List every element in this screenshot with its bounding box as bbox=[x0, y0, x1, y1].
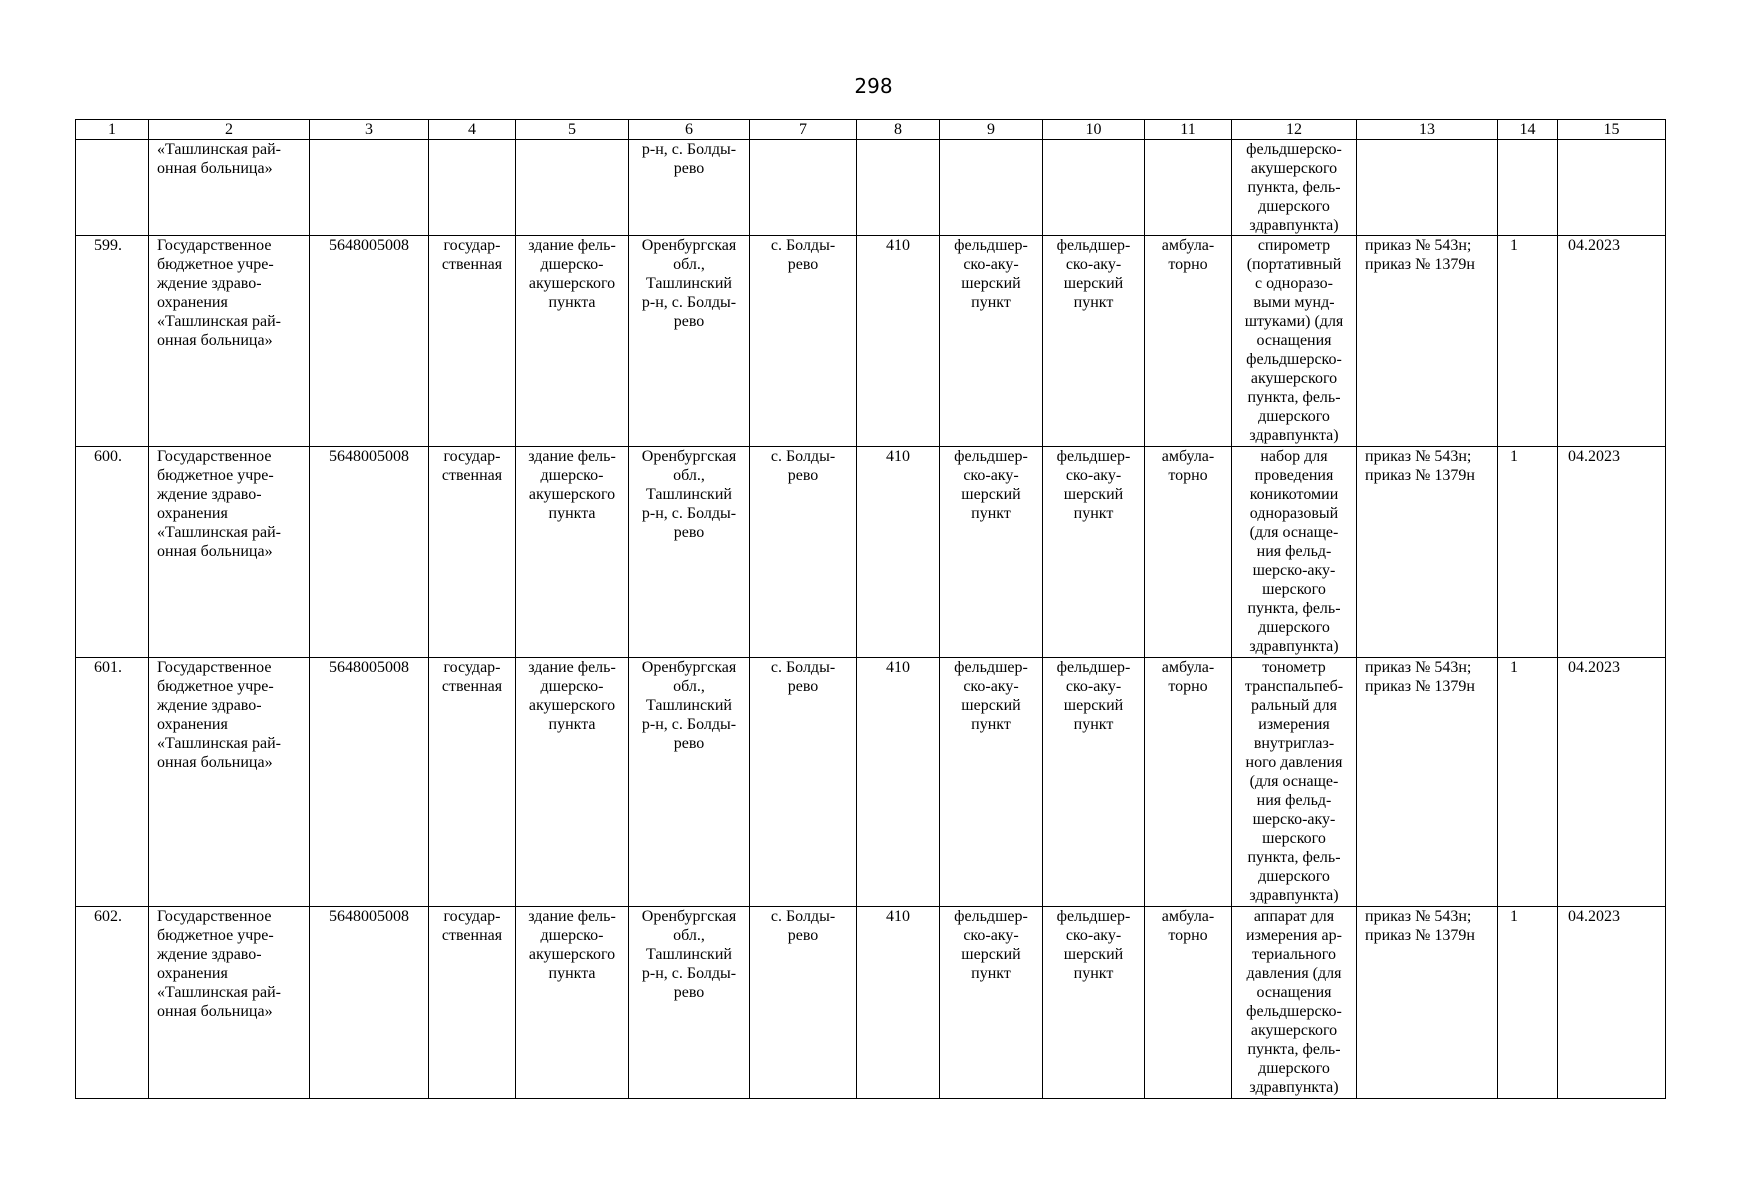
table-row bbox=[76, 447, 1666, 658]
cell-care-form: амбула- торно bbox=[1145, 658, 1232, 907]
cell-ownership: государ- ственная bbox=[429, 236, 516, 447]
cell-address: р-н, с. Болды- рево bbox=[629, 140, 750, 236]
column-header: 12 bbox=[1232, 120, 1357, 140]
cell-settlement: с. Болды- рево bbox=[750, 447, 857, 658]
cell-order: приказ № 543н; приказ № 1379н bbox=[1357, 447, 1498, 658]
cell-num: 600. bbox=[76, 447, 149, 658]
cell-unit-type: фельдшер- ско-аку- шерский пункт bbox=[940, 658, 1043, 907]
column-header: 1 bbox=[76, 120, 149, 140]
cell-num: 601. bbox=[76, 658, 149, 907]
cell-organization: Государственное бюджетное учре- ждение здраво- охранения «Ташлинская рай- онная больница» bbox=[149, 447, 310, 658]
cell-unit-type: фельдшер- ско-аку- шерский пункт bbox=[940, 236, 1043, 447]
cell-care-form: амбула- торно bbox=[1145, 447, 1232, 658]
cell-qty: 1 bbox=[1498, 907, 1558, 1099]
cell-organization: «Ташлинская рай- онная больница» bbox=[149, 140, 310, 236]
cell-code: 410 bbox=[857, 658, 940, 907]
cell-code: 410 bbox=[857, 447, 940, 658]
cell-inn: 5648005008 bbox=[310, 447, 429, 658]
column-header: 5 bbox=[516, 120, 629, 140]
cell-settlement: с. Болды- рево bbox=[750, 658, 857, 907]
cell-unit-name: фельдшер- ско-аку- шерский пункт bbox=[1043, 907, 1145, 1099]
cell-qty: 1 bbox=[1498, 658, 1558, 907]
cell-settlement: с. Болды- рево bbox=[750, 236, 857, 447]
cell-address: Оренбургская обл., Ташлинский р-н, с. Болды- рево bbox=[629, 447, 750, 658]
cell-code: 410 bbox=[857, 907, 940, 1099]
column-header: 13 bbox=[1357, 120, 1498, 140]
cell-code: 410 bbox=[857, 236, 940, 447]
cell-equipment: фельдшерско- акушерского пункта, фель- дшерского здравпункта) bbox=[1232, 140, 1357, 236]
table-row bbox=[76, 907, 1666, 1099]
cell-ownership bbox=[429, 140, 516, 236]
cell-date: 04.2023 bbox=[1558, 658, 1666, 907]
cell-care-form: амбула- торно bbox=[1145, 236, 1232, 447]
cell-building: здание фель- дшерско- акушерского пункта bbox=[516, 447, 629, 658]
cell-care-form: амбула- торно bbox=[1145, 907, 1232, 1099]
cell-address: Оренбургская обл., Ташлинский р-н, с. Болды- рево bbox=[629, 658, 750, 907]
cell-inn: 5648005008 bbox=[310, 236, 429, 447]
cell-order bbox=[1357, 140, 1498, 236]
column-header: 11 bbox=[1145, 120, 1232, 140]
cell-equipment: аппарат для измерения ар- териального давления (для оснащения фельдшерско- акушерского пункта, фель- дшерского здравпункта) bbox=[1232, 907, 1357, 1099]
cell-address: Оренбургская обл., Ташлинский р-н, с. Болды- рево bbox=[629, 907, 750, 1099]
column-number-row bbox=[76, 120, 1666, 140]
cell-building: здание фель- дшерско- акушерского пункта bbox=[516, 907, 629, 1099]
cell-qty: 1 bbox=[1498, 447, 1558, 658]
cell-building bbox=[516, 140, 629, 236]
column-header: 14 bbox=[1498, 120, 1558, 140]
table-row bbox=[76, 658, 1666, 907]
cell-unit-name: фельдшер- ско-аку- шерский пункт bbox=[1043, 236, 1145, 447]
table-row-continuation bbox=[76, 140, 1666, 236]
cell-inn bbox=[310, 140, 429, 236]
cell-unit-type: фельдшер- ско-аку- шерский пункт bbox=[940, 907, 1043, 1099]
cell-date: 04.2023 bbox=[1558, 236, 1666, 447]
cell-organization: Государственное бюджетное учре- ждение здраво- охранения «Ташлинская рай- онная больница» bbox=[149, 236, 310, 447]
cell-order: приказ № 543н; приказ № 1379н bbox=[1357, 907, 1498, 1099]
page-number: 298 bbox=[854, 74, 893, 98]
column-header: 9 bbox=[940, 120, 1043, 140]
cell-building: здание фель- дшерско- акушерского пункта bbox=[516, 658, 629, 907]
registry-table bbox=[75, 119, 1666, 1099]
cell-unit-name bbox=[1043, 140, 1145, 236]
cell-order: приказ № 543н; приказ № 1379н bbox=[1357, 236, 1498, 447]
cell-unit-name: фельдшер- ско-аку- шерский пункт bbox=[1043, 658, 1145, 907]
cell-organization: Государственное бюджетное учре- ждение здраво- охранения «Ташлинская рай- онная больница» bbox=[149, 658, 310, 907]
column-header: 2 bbox=[149, 120, 310, 140]
column-header: 7 bbox=[750, 120, 857, 140]
cell-code bbox=[857, 140, 940, 236]
cell-equipment: набор для проведения коникотомии одноразовый (для оснаще- ния фельд- шерско-аку- шерского пункта, фель- дшерского здравпункта) bbox=[1232, 447, 1357, 658]
cell-qty: 1 bbox=[1498, 236, 1558, 447]
cell-settlement: с. Болды- рево bbox=[750, 907, 857, 1099]
cell-num: 602. bbox=[76, 907, 149, 1099]
cell-organization: Государственное бюджетное учре- ждение здраво- охранения «Ташлинская рай- онная больница» bbox=[149, 907, 310, 1099]
table-row bbox=[76, 236, 1666, 447]
column-header: 6 bbox=[629, 120, 750, 140]
cell-building: здание фель- дшерско- акушерского пункта bbox=[516, 236, 629, 447]
cell-num bbox=[76, 140, 149, 236]
cell-inn: 5648005008 bbox=[310, 907, 429, 1099]
cell-order: приказ № 543н; приказ № 1379н bbox=[1357, 658, 1498, 907]
cell-care-form bbox=[1145, 140, 1232, 236]
cell-ownership: государ- ственная bbox=[429, 447, 516, 658]
column-header: 8 bbox=[857, 120, 940, 140]
cell-unit-type bbox=[940, 140, 1043, 236]
cell-address: Оренбургская обл., Ташлинский р-н, с. Болды- рево bbox=[629, 236, 750, 447]
cell-equipment: спирометр (портативный с одноразо- выми мунд- штуками) (для оснащения фельдшерско- акушерского пункта, фель- дшерского здравпункта) bbox=[1232, 236, 1357, 447]
cell-ownership: государ- ственная bbox=[429, 907, 516, 1099]
column-header: 15 bbox=[1558, 120, 1666, 140]
cell-qty bbox=[1498, 140, 1558, 236]
cell-date: 04.2023 bbox=[1558, 447, 1666, 658]
cell-date bbox=[1558, 140, 1666, 236]
cell-inn: 5648005008 bbox=[310, 658, 429, 907]
cell-equipment: тонометр транспальпеб- ральный для измерения внутриглаз- ного давления (для оснаще- ния фельд- шерско-аку- шерского пункта, фель- дшерского здравпункта) bbox=[1232, 658, 1357, 907]
column-header: 10 bbox=[1043, 120, 1145, 140]
cell-unit-name: фельдшер- ско-аку- шерский пункт bbox=[1043, 447, 1145, 658]
column-header: 3 bbox=[310, 120, 429, 140]
cell-unit-type: фельдшер- ско-аку- шерский пункт bbox=[940, 447, 1043, 658]
cell-ownership: государ- ственная bbox=[429, 658, 516, 907]
cell-date: 04.2023 bbox=[1558, 907, 1666, 1099]
cell-num: 599. bbox=[76, 236, 149, 447]
column-header: 4 bbox=[429, 120, 516, 140]
cell-settlement bbox=[750, 140, 857, 236]
